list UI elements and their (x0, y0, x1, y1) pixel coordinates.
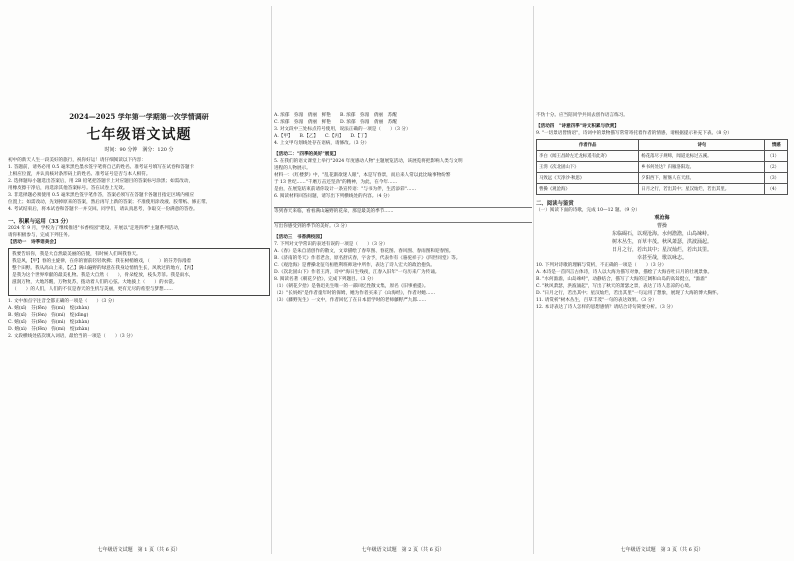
question-7: 7. 下列对文学常识的表述有误的一项是（ ）（3 分） (274, 242, 388, 247)
question-8: 8. 阅读名著《朝花夕拾》，完成下列题目。（3 分） (274, 277, 377, 282)
table-cell: 李白《闻王昌龄左迁龙标遥有此寄》 (537, 151, 639, 162)
table-cell: （1） (765, 151, 788, 162)
exam-meta: 时间：90 分钟 满分：120 分 (104, 147, 174, 153)
question-option: D. "日月之行，若出其中；星汉灿烂，若出其里"一句运用了想象，展现了大海的博大胸怀。 (536, 291, 722, 296)
poem-line: 树木丛生，百草丰茂。秋风萧瑟，洪波涌起。 (611, 239, 712, 245)
table-header: 作者作品 (537, 140, 639, 151)
question-option: C.《观沧海》是曹操北征乌桓胜利班师途中所作，表达了诗人宏大的政治抱负。 (274, 263, 436, 268)
question-9: 9. "一切景语皆情语"，诗词中的景物描写常常寄托着作者的情感，请根据提示补充下表。（8 分） (536, 131, 732, 136)
table-cell: 马致远《天净沙·秋思》 (537, 173, 639, 184)
note-line: 上相应位置，并认真核对条形码上的姓名、准考证号是否与本人相符。 (8, 172, 151, 177)
page-footer: 七年级语文试题 第 3 页（共 6 页） (620, 547, 704, 553)
poem-title: 观沧海 (654, 215, 670, 221)
question-11: 11. 请赏析"树木丛生，百草丰茂"一句的表达效果。（3 分） (536, 298, 657, 303)
intro-line: 请你积极参与，完成下列任务。 (8, 233, 73, 238)
page-footer: 七年级语文试题 第 1 页（共 6 页） (97, 547, 181, 553)
note-line: 4. 考试结束后，将本试卷和答题卡一并交回。同学们，请认真思考，争取交一份满意的答卷。 (8, 207, 198, 212)
note-line: 2. 选择题每小题选出答案后，用 2B 铅笔把答题卡上对应题目的答案标号涂黑；如需改动， (8, 179, 194, 184)
passage-line: 5. 在我们的语文课堂上举行"2024 年度感动人物"主题展览活动，该展览将把影响人类与文明 (274, 159, 463, 164)
table-row (537, 173, 788, 184)
section-heading: 一、积累与运用（33 分） (8, 219, 72, 225)
question-2: 2. 文段横线处依次填入词语，最恰当的一项是（ ）（3 分） (8, 334, 136, 339)
exam-page-2 (274, 0, 532, 561)
question-option: D.《次北固山下》作者王湾，诗中"海日生残夜，江春入旧年"一句历来广为传诵。 (274, 270, 440, 275)
subsection-heading: （一）阅读下面的诗歌，完成 10—12 题。（9 分） (536, 208, 640, 213)
exam-subtitle: 2024—2025 学年第一学期第一次学情调研 (69, 112, 209, 121)
table-cell: 夕阳西下，断肠人在天涯。 (639, 173, 765, 184)
poem-line: 东临碣石，以观沧海。水何澹澹，山岛竦峙。 (611, 231, 712, 237)
passage-line: 等到春天来临，看看满山遍野的花朵，那是最美的季节…… (274, 209, 394, 214)
table-row (537, 162, 788, 173)
table-header: 情感 (765, 140, 788, 151)
question-option: A. 本诗是一首四言古体诗，诗人以大海为描写对象，描绘了大海吞吐日月的壮观景象。 (536, 270, 713, 275)
question-1: 1. 文中加点字注音全都正确的一项是（ ）（3 分） (8, 299, 117, 304)
passage-line: 我是风，【甲】春的主旋律，在你的窗前轻轻吹拂；我在树梢嬉戏，（ ）的芬芳弥漫着 (12, 259, 192, 264)
question-option: B. 嬉(xī) 芬(fèn) 弥(mí) 绽(dìng) (8, 313, 89, 318)
poem-line: 日月之行，若出其中；星汉灿烂，若出其里。 (611, 247, 712, 253)
passage-line: 整个田野。我从高山上来，【乙】满山遍野的绿意在我身边悄悄生长，风吹过的地方，【丙】 (12, 266, 196, 271)
question-option: C. 浓郁 弥漫 倩丽 鲜艳 D. 浓郁 弥漫 倩丽 苏醒 (274, 120, 397, 125)
passage-line: 滋润万物，大地苏醒，万物复苏，拨动着人们的心弦。大地披上（ ）的衣裳。 (12, 280, 178, 285)
passage-line: 是我为这个世界奉献的最美礼物。我是大自然（ ），骨朵绽放，枝头芳菲。我是雨水， (12, 273, 194, 278)
intro-line: 2024 年 9 月，学校为了继续推进"书香校园"建设，开展以"走进四季"主题系列活动， (8, 226, 183, 231)
question-option: A. 浓郁 弥漫 倩丽 鲜艳 B. 浓郁 弥漫 倩丽 苏醒 (274, 113, 397, 118)
passage-line: 我要告诉你，我是大自然最美丽的信使，有时候人们叫我春天。 (12, 252, 141, 257)
table-cell: （2） (765, 162, 788, 173)
passage-line: （ ）的人们，人们的不仅是春天的生机与美丽，更有无尽的希望与梦想…… (12, 287, 173, 292)
poem-author: 曹操 (656, 223, 667, 229)
question-option: A. 嬉(xī) 芬(fēn) 弥(mí) 绽(zhàn) (8, 306, 90, 311)
question-option: B. "水何澹澹，山岛竦峙"，动静结合，描写了大海的辽阔和山岛的高耸挺立，"澹澹" (536, 277, 707, 282)
table-header: 诗句 (639, 140, 765, 151)
passage-line: 材料一：《红楼梦》中，"乱花渐欲迷人眼"，本是写春景，而后来人常以此比喻事物纷繁 (274, 173, 451, 178)
passage-line: 写出你感受到的季节的美好。（3 分） (274, 224, 350, 229)
table-cell: 曹操《观沧海》 (537, 184, 639, 195)
question-12: 12. 本诗表达了诗人怎样的思想感情？请结合诗句简要分析。（3 分） (536, 305, 676, 310)
page-divider (533, 6, 534, 554)
passage-line: 于 13 世纪……"千磨万击还坚劲"的精神，为此，在今年…… (274, 180, 398, 185)
passage-line: 进程的人物展示。 (274, 166, 311, 171)
exam-notes (8, 157, 270, 213)
page-footer: 七年级语文试题 第 2 页（共 6 页） (361, 547, 445, 553)
activity-heading: 【活动二："四季的美好"展览】 (274, 152, 339, 157)
note-line: 3. 非选择题必须使用 0.5 毫米黑色签字笔作答，答案必须写在答题卡各题目指定区域内相应 (8, 193, 195, 198)
question-option: （2）"长妈妈"是作者童年时的保姆，她为作者买来了《山海经》，作者对她…… (274, 291, 436, 296)
answer-line (274, 215, 532, 223)
table-cell: （4） (765, 184, 788, 195)
poem-table (536, 139, 788, 195)
question-option: C. "秋风萧瑟，洪波涌起"，写出了秋天的萧瑟之景，表达了诗人悲凉的心境。 (536, 284, 694, 289)
question-option: A.《春》是朱自清创作的散文，文章描绘了春草图、春花图、春风图、春雨图和迎春图。 (274, 249, 454, 254)
table-cell: 乡书何处达？归雁洛阳边。 (639, 162, 765, 173)
section-heading: 二、阅读与鉴赏 (536, 201, 574, 207)
question-option: B.《济南的冬天》作者老舍，原名舒庆春，字舍予，代表作有《骆驼祥子》《四世同堂》等。 (274, 256, 461, 261)
table-cell: 日月之行，若出其中；星汉灿烂，若出其里。 (639, 184, 765, 195)
question-6: 6. 阅读材料回答问题，请写出下列横线处的内容。（4 分） (274, 194, 393, 199)
question-option: C. 嬉(xī) 芬(fēn) 弥(mì) 绽(zhàn) (8, 320, 90, 325)
table-row (537, 151, 788, 162)
question-option: （1）《朝花夕拾》是鲁迅先生唯一的一部回忆性散文集，原名《旧事重提》。 (274, 284, 429, 289)
note-line: 用橡皮擦干净后，再选涂其他答案标号。答在试卷上无效。 (8, 186, 128, 191)
table-cell: 杨花落尽子规啼，闻道龙标过五溪。 (639, 151, 765, 162)
question-option: D. 嬉(xì) 芬(fēn) 弥(mí) 绽(zhàn) (8, 327, 90, 332)
table-header-row (537, 140, 788, 151)
page-divider (271, 6, 272, 554)
passage-line: 不伪十分。应当陪同学共同去创作语言练习。 (536, 113, 628, 118)
table-cell: 王湾《次北固山下》 (537, 162, 639, 173)
activity-heading: 【活动三 书香满校园】 (274, 235, 325, 240)
activity-heading: 【活动一 诗季语美会】 (8, 240, 59, 245)
exam-page-3 (536, 0, 788, 561)
question-10: 10. 下列对诗歌的理解与赏析，不正确的一项是（ ）（3 分） (536, 263, 667, 268)
question-3: 3. 对文段中三处标点符号使用，说法正确的一项是（ ）（3 分） (274, 127, 411, 132)
note-line: 位置上；如需改动，先划掉原来的答案，然后再写上新的答案；不准使用涂改液、胶带纸、修正带。 (8, 200, 211, 205)
answer-line (274, 200, 532, 208)
note-line: 1. 答题前，请务必用 0.5 毫米黑色墨水签字笔将自己的姓名、准考证号填写在试卷和答题卡 (8, 165, 195, 170)
question-option: A.【甲】 B.【乙】 C.【丙】 D.【丁】 (274, 134, 370, 139)
note-line: 初中的新天人生一段美好的旅行，祝你好运！请仔细阅读以下内容： (8, 158, 146, 163)
poem-line: 幸甚至哉，歌以咏志。 (636, 255, 687, 261)
table-cell: （3） (765, 173, 788, 184)
exam-title: 七年级语文试题 (86, 127, 192, 143)
passage-box (8, 248, 270, 296)
activity-heading: 【活动四 "诗意四季"诗文积累与欣赏】 (536, 124, 619, 129)
exam-page-1 (8, 0, 270, 561)
question-4: 4. 上文甲句划线处存在语病，请修改。（3 分） (274, 141, 370, 146)
table-row (537, 184, 788, 195)
passage-line: 是由，在展览结束前请你设计一条宣传语："与书为伴，生活添彩"…… (274, 187, 417, 192)
question-option: （3）《藤野先生》一文中，作者回忆了在日本留学时的老师藤野严九郎…… (274, 298, 427, 303)
